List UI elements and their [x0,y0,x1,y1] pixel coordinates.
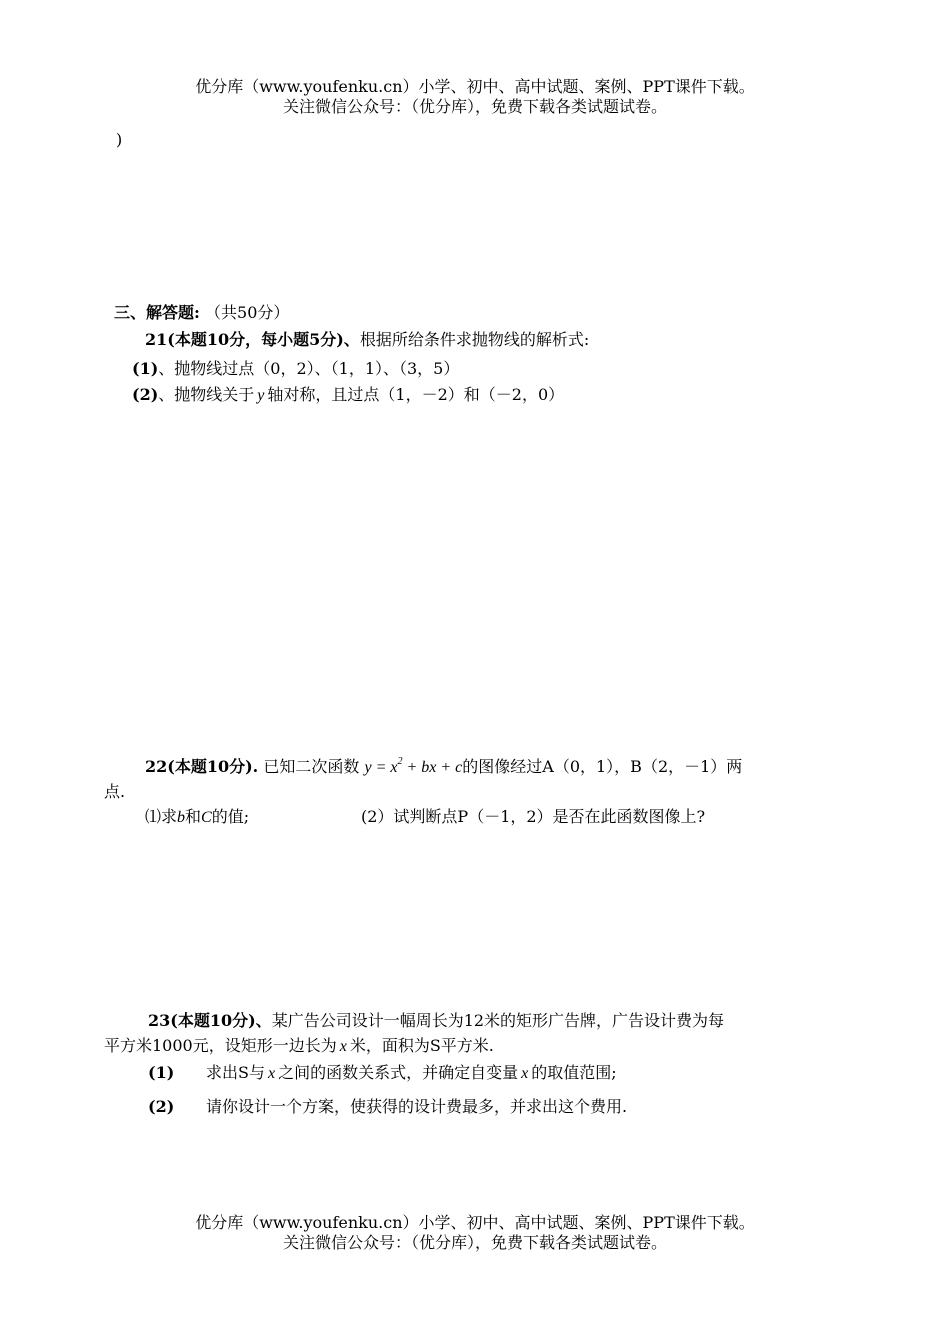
footer-line-1: 优分库（www.youfenku.cn）小学、初中、高中试题、案例、PPT课件下载。 [195,1213,755,1232]
q21-part-2 [132,382,564,405]
q22-text-c: 点. [104,782,126,801]
q22-part-1-var-c: C [201,809,212,826]
q21-part-2-variable: y [257,387,265,404]
q22-part-1-var-b: b [177,809,186,826]
q23-part-1-b: 之间的函数关系式，并确定自变量 [278,1063,519,1082]
q23-part-1-a: 求出S与 [206,1063,265,1082]
q23-text-b2: 米，面积为S平方米. [349,1036,494,1055]
q23-text-b [104,1033,494,1056]
q22-formula-eq: = [371,759,391,776]
q22-part-1-e: 的值; [211,807,250,826]
q22-part-2: (2）试判断点P（－1，2）是否在此函数图像上? [361,807,706,826]
header-line-2: 关注微信公众号：（优分库），免费下载各类试题试卷。 [282,97,667,116]
q22-prompt [145,754,742,777]
q21-part-1-text: 、抛物线过点（0，2）、（1，1）、（3，5） [158,359,460,378]
q22-heading: 22(本题10分). [145,757,259,776]
q21-part-1-number: (1) [132,359,159,378]
q22-text-a: 已知二次函数 [263,757,360,776]
q23-prompt [148,1008,724,1031]
q21-part-1 [132,356,459,379]
q23-part-1-number: (1) [148,1063,175,1082]
q22-text-b: 的图像经过A（0，1），B（2，－1）两 [462,757,743,776]
footer-line-2: 关注微信公众号：（优分库），免费下载各类试题试卷。 [282,1233,667,1252]
q21-heading: 21(本题10分，每小题5分)、 [145,330,360,349]
section-3-heading [114,300,289,323]
q23-part-1 [148,1060,617,1083]
q22-formula-exponent: 2 [397,756,403,767]
q22-formula [364,756,463,776]
q21-part-2-text-a: 、抛物线关于 [158,385,255,404]
section-3-title: 三、解答题: [114,303,200,322]
q23-text-a: 某广告公司设计一幅周长为12米的矩形广告牌，广告设计费为每 [271,1011,725,1030]
q21-part-2-number: (2) [132,385,159,404]
q23-part-1-c: 的取值范围; [531,1063,617,1082]
q21-text: 根据所给条件求抛物线的解析式: [359,330,590,349]
q23-text-b1: 平方米1000元，设矩形一边长为 [104,1036,337,1055]
q23-part-1-var-2: x [521,1065,529,1082]
q22-part-1 [145,804,249,827]
q22-part-1-c: 和 [185,807,202,826]
q21-prompt [145,327,589,350]
page-footer [0,1213,950,1253]
stray-paren: ) [116,130,123,149]
q22-formula-x: x [390,759,398,776]
q23-text-b-variable: x [339,1038,347,1055]
section-3-points: （共50分） [205,303,290,322]
q23-part-1-var-1: x [267,1065,276,1082]
q23-heading: 23(本题10分)、 [148,1011,272,1030]
q22-part-1-a: ⑴求 [145,807,178,826]
q23-part-2-text: 请你设计一个方案，使获得的设计费最多，并求出这个费用. [206,1097,628,1116]
q22-formula-rest: + bx + c [402,759,463,776]
header-line-1: 优分库（www.youfenku.cn）小学、初中、高中试题、案例、PPT课件下载。 [195,77,755,96]
q21-part-2-text-b: 轴对称，且过点（1，－2）和（－2，0） [267,385,565,404]
page-header [0,77,950,117]
q23-part-2-number: (2) [148,1097,175,1116]
q23-part-2 [148,1094,627,1117]
q22-formula-y: y [364,759,372,776]
